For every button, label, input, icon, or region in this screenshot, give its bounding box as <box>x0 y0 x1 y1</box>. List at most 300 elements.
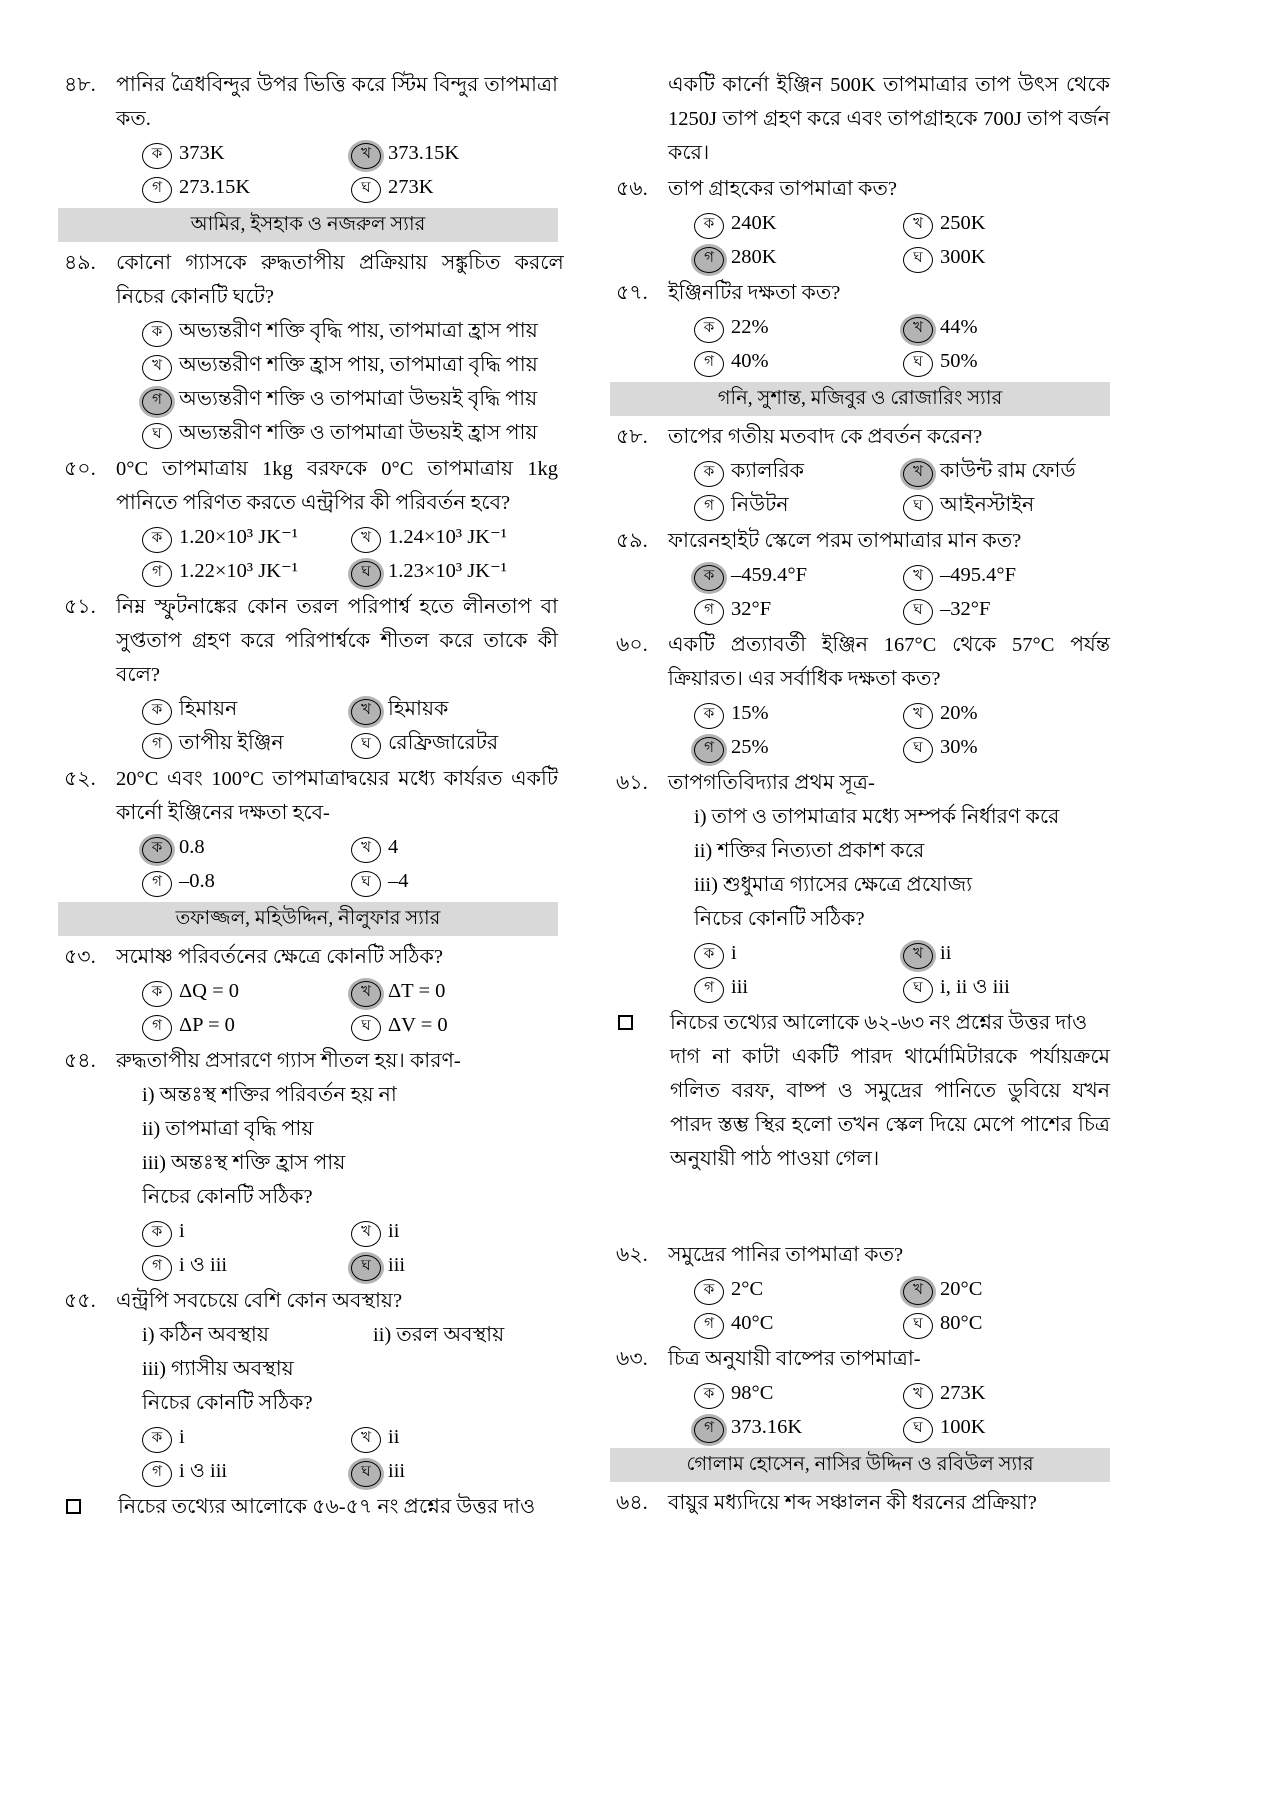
option-label: i, ii ও iii <box>940 976 1010 998</box>
question-block <box>610 1238 1110 1340</box>
option-খ[interactable] <box>337 1420 558 1454</box>
question-text: নিম্ন স্ফুটনাঙ্কের কোন তরল পরিপার্শ্ব হতে লীনতাপ বা সুপ্ততাপ গ্রহণ করে পরিপার্শ্বকে শীতল করে তাকে কী বলে? <box>116 596 558 686</box>
option-ঘ[interactable] <box>889 240 1110 274</box>
option-key-glyph-icon: খ <box>903 317 933 343</box>
question-text: পানির ত্রৈধবিন্দুর উপর ভিত্তি করে স্টিম বিন্দুর তাপমাত্রা কত. <box>116 74 558 130</box>
option-key-glyph-icon: ঘ <box>351 733 381 759</box>
option-ঘ[interactable] <box>889 970 1110 1004</box>
option-key-glyph-icon: গ <box>142 561 172 587</box>
options-list <box>116 692 558 760</box>
option-row <box>116 1214 558 1248</box>
option-গ[interactable] <box>668 488 889 522</box>
option-খ[interactable] <box>889 310 1110 344</box>
option-label: 1.23×10³ JK⁻¹ <box>388 560 507 582</box>
question-number: ৫৩. <box>64 946 96 968</box>
option-label: 15% <box>731 702 769 724</box>
option-row <box>116 520 558 554</box>
options-list <box>116 1420 558 1488</box>
option-খ[interactable] <box>889 696 1110 730</box>
question-body <box>668 524 1110 626</box>
question-number: ৫৪. <box>64 1050 96 1072</box>
option-ক[interactable] <box>116 136 337 170</box>
question-text: রুদ্ধতাপীয় প্রসারণে গ্যাস শীতল হয়। কারণ- <box>116 1050 461 1072</box>
option-label: –4 <box>388 870 409 892</box>
question-body <box>116 1284 558 1488</box>
option-row <box>668 1376 1110 1410</box>
option-key-glyph-icon: ক <box>142 143 172 169</box>
question-number: ৫৬. <box>616 178 648 200</box>
option-row <box>116 1420 558 1454</box>
option-row <box>668 696 1110 730</box>
question-body <box>668 276 1110 378</box>
option-label: রেফ্রিজারেটর <box>388 732 499 754</box>
question-body <box>668 1342 1110 1444</box>
option-row <box>116 314 564 348</box>
teacher-band: গোলাম হোসেন, নাসির উদ্দিন ও রবিউল স্যার <box>610 1448 1110 1482</box>
option-ঘ[interactable] <box>337 170 558 204</box>
option-row <box>668 454 1110 488</box>
option-label: 32°F <box>731 598 772 620</box>
option-key-glyph-icon: গ <box>142 1255 172 1281</box>
question-block <box>610 276 1110 378</box>
passage-continuation <box>610 68 1110 170</box>
option-label: নিউটন <box>731 494 789 516</box>
option-label: 1.24×10³ JK⁻¹ <box>388 526 507 548</box>
option-label: 273K <box>388 176 434 198</box>
question-text: 20°C এবং 100°C তাপমাত্রাদ্বয়ের মধ্যে কার্যরত একটি কার্নো ইঞ্জিনের দক্ষতা হবে- <box>116 768 558 824</box>
statement: iii) গ্যাসীয় অবস্থায় <box>142 1358 294 1380</box>
option-খ[interactable] <box>337 136 558 170</box>
statement: ii) তাপমাত্রা বৃদ্ধি পায় <box>142 1118 314 1140</box>
question-body <box>116 1044 558 1282</box>
option-label: অভ্যন্তরীণ শক্তি ও তাপমাত্রা উভয়ই বৃদ্ধি পায় <box>179 388 538 410</box>
option-ক[interactable] <box>116 314 538 348</box>
option-key-glyph-icon: ঘ <box>903 737 933 763</box>
statement: i) তাপ ও তাপমাত্রার মধ্যে সম্পর্ক নির্ধারণ করে <box>694 806 1060 828</box>
question-body <box>668 1486 1110 1520</box>
option-গ[interactable] <box>116 1008 337 1042</box>
question-text: এন্ট্রপি সবচেয়ে বেশি কোন অবস্থায়? <box>116 1290 403 1312</box>
option-ক[interactable] <box>116 1214 337 1248</box>
option-গ[interactable] <box>116 382 537 416</box>
option-label: i ও iii <box>179 1254 228 1276</box>
question-block <box>610 1486 1110 1520</box>
passage-continuation-body <box>668 68 1110 170</box>
option-key-glyph-icon: ক <box>142 321 172 347</box>
option-গ[interactable] <box>668 1306 889 1340</box>
option-ক[interactable] <box>116 520 337 554</box>
option-key-glyph-icon: গ <box>142 177 172 203</box>
option-row <box>668 488 1110 522</box>
question-number: ৬৪. <box>616 1492 648 1514</box>
option-label: –32°F <box>940 598 991 620</box>
option-ক[interactable] <box>668 310 889 344</box>
option-key-glyph-icon: খ <box>903 1279 933 1305</box>
follow-up-text: নিচের কোনটি সঠিক? <box>694 908 865 930</box>
option-খ[interactable] <box>889 936 1110 970</box>
option-label: ii <box>388 1426 400 1448</box>
option-গ[interactable] <box>668 1410 889 1444</box>
option-key-glyph-icon: খ <box>903 461 933 487</box>
question-block <box>58 590 558 760</box>
option-row <box>668 1306 1110 1340</box>
question-text: তাপগতিবিদ্যার প্রথম সূত্র- <box>668 772 875 794</box>
question-body <box>668 766 1110 1004</box>
option-খ[interactable] <box>889 454 1110 488</box>
question-block <box>610 420 1110 522</box>
option-key-glyph-icon: ক <box>142 699 172 725</box>
question-block <box>58 68 558 204</box>
option-খ[interactable] <box>337 692 558 726</box>
option-key-glyph-icon: গ <box>142 1461 172 1487</box>
question-number: ৬০. <box>616 634 648 656</box>
question-number: ৪৮. <box>64 74 96 96</box>
question-body <box>116 246 564 450</box>
question-block <box>58 452 558 588</box>
teacher-band: গনি, সুশান্ত, মজিবুর ও রোজারিং স্যার <box>610 382 1110 416</box>
option-ক[interactable] <box>668 1272 889 1306</box>
question-body <box>116 762 558 898</box>
question-text: একটি প্রত্যাবর্তী ইঞ্জিন 167°C থেকে 57°C পর্যন্ত ক্রিয়ারত। এর সর্বাধিক দক্ষতা কত? <box>668 634 1110 690</box>
options-list <box>668 936 1110 1004</box>
option-খ[interactable] <box>116 348 538 382</box>
option-row <box>668 970 1110 1004</box>
option-key-glyph-icon: ক <box>142 527 172 553</box>
option-ক[interactable] <box>668 696 889 730</box>
option-label: –459.4°F <box>731 564 807 586</box>
option-ঘ[interactable] <box>337 1008 558 1042</box>
option-label: 80°C <box>940 1312 983 1334</box>
option-ক[interactable] <box>668 454 889 488</box>
options-list <box>116 136 558 204</box>
statement: i) কঠিন অবস্থায় <box>142 1324 269 1346</box>
option-key-glyph-icon: ক <box>694 213 724 239</box>
option-row <box>116 1008 558 1042</box>
square-bullet-glyph-icon <box>66 1499 81 1514</box>
question-block <box>610 524 1110 626</box>
question-number: ৪৯. <box>64 252 96 274</box>
option-খ[interactable] <box>337 830 558 864</box>
option-গ[interactable] <box>116 554 337 588</box>
option-খ[interactable] <box>337 520 558 554</box>
option-key-glyph-icon: ক <box>142 837 172 863</box>
question-block <box>610 1342 1110 1444</box>
option-row <box>668 1410 1110 1444</box>
option-গ[interactable] <box>668 344 889 378</box>
statement: iii) অন্তঃস্থ শক্তি হ্রাস পায় <box>142 1152 346 1174</box>
question-block <box>610 628 1110 764</box>
option-key-glyph-icon: ঘ <box>903 977 933 1003</box>
option-label: ii <box>940 942 952 964</box>
option-label: 20°C <box>940 1278 983 1300</box>
option-label: হিমায়ন <box>179 698 238 720</box>
option-row <box>668 558 1110 592</box>
option-খ[interactable] <box>889 1376 1110 1410</box>
option-key-glyph-icon: গ <box>694 977 724 1003</box>
option-key-glyph-icon: ঘ <box>351 1255 381 1281</box>
option-ঘ[interactable] <box>889 344 1110 378</box>
option-গ[interactable] <box>116 1248 337 1282</box>
option-ঘ[interactable] <box>889 730 1110 764</box>
option-ক[interactable] <box>116 830 337 864</box>
option-key-glyph-icon: খ <box>142 355 172 381</box>
options-list <box>668 310 1110 378</box>
option-key-glyph-icon: ক <box>142 1221 172 1247</box>
figure-placeholder <box>610 1176 1110 1238</box>
option-key-glyph-icon: খ <box>351 981 381 1007</box>
options-list <box>116 520 558 588</box>
option-key-glyph-icon: ক <box>694 461 724 487</box>
option-label: 1.20×10³ JK⁻¹ <box>179 526 298 548</box>
option-key-glyph-icon: ঘ <box>351 561 381 587</box>
option-label: 1.22×10³ JK⁻¹ <box>179 560 298 582</box>
option-label: ii <box>388 1220 400 1242</box>
option-label: iii <box>731 976 749 998</box>
question-block <box>58 246 564 450</box>
option-label: ΔP = 0 <box>179 1014 235 1036</box>
option-key-glyph-icon: ঘ <box>351 177 381 203</box>
question-body <box>668 1238 1110 1340</box>
question-body <box>668 172 1110 274</box>
options-list <box>668 1376 1110 1444</box>
option-key-glyph-icon: খ <box>351 527 381 553</box>
option-ক[interactable] <box>116 692 337 726</box>
option-label: i ও iii <box>179 1460 228 1482</box>
option-খ[interactable] <box>889 1272 1110 1306</box>
option-key-glyph-icon: গ <box>694 737 724 763</box>
options-list <box>116 830 558 898</box>
option-row <box>116 416 564 450</box>
option-label: হিমায়ক <box>388 698 449 720</box>
option-label: 273K <box>940 1382 986 1404</box>
option-row <box>116 170 558 204</box>
option-key-glyph-icon: ঘ <box>351 1015 381 1041</box>
option-row <box>116 1454 558 1488</box>
option-row <box>116 348 564 382</box>
option-ঘ[interactable] <box>337 1454 558 1488</box>
option-label: 40°C <box>731 1312 774 1334</box>
question-text: বায়ুর মধ্যদিয়ে শব্দ সঞ্চালন কী ধরনের প্রক্রিয়া? <box>668 1492 1037 1514</box>
left-column <box>58 68 564 1769</box>
question-body <box>668 628 1110 764</box>
option-গ[interactable] <box>116 864 337 898</box>
option-label: 25% <box>731 736 769 758</box>
option-ঘ[interactable] <box>116 416 538 450</box>
option-খ[interactable] <box>337 1214 558 1248</box>
question-number: ৫২. <box>64 768 96 790</box>
option-label: i <box>179 1426 185 1448</box>
option-row <box>116 692 558 726</box>
option-খ[interactable] <box>337 974 558 1008</box>
option-label: 50% <box>940 350 978 372</box>
question-body <box>116 940 558 1042</box>
option-row <box>116 974 558 1008</box>
option-label: 44% <box>940 316 978 338</box>
option-key-glyph-icon: গ <box>694 247 724 273</box>
option-key-glyph-icon: খ <box>903 1383 933 1409</box>
option-key-glyph-icon: ঘ <box>351 871 381 897</box>
options-list <box>668 1272 1110 1340</box>
option-label: 20% <box>940 702 978 724</box>
option-label: 98°C <box>731 1382 774 1404</box>
option-key-glyph-icon: খ <box>351 837 381 863</box>
option-label: 0.8 <box>179 836 205 858</box>
option-row <box>116 554 558 588</box>
option-ঘ[interactable] <box>889 1410 1110 1444</box>
option-ক[interactable] <box>668 936 889 970</box>
passage-continuation-text: একটি কার্নো ইঞ্জিন 500K তাপমাত্রার তাপ উৎস থেকে 1250J তাপ গ্রহণ করে এবং তাপগ্রাহকে 700J তাপ বর্জন করে। <box>668 74 1110 164</box>
option-label: কাউন্ট রাম ফোর্ড <box>940 460 1076 482</box>
question-number: ৬৩. <box>616 1348 648 1370</box>
question-number: ৫৮. <box>616 426 648 448</box>
option-row <box>116 382 564 416</box>
option-key-glyph-icon: ক <box>694 317 724 343</box>
question-body <box>668 420 1110 522</box>
question-text: তাপের গতীয় মতবাদ কে প্রবর্তন করেন? <box>668 426 983 448</box>
question-number: ৬২. <box>616 1244 648 1266</box>
option-label: 280K <box>731 246 777 268</box>
option-label: ক্যালরিক <box>731 460 804 482</box>
question-number: ৫০. <box>64 458 96 480</box>
option-row <box>668 730 1110 764</box>
option-key-glyph-icon: গ <box>694 1313 724 1339</box>
option-row <box>668 936 1110 970</box>
option-label: ΔQ = 0 <box>179 980 240 1002</box>
option-label: 373.16K <box>731 1416 803 1438</box>
question-text: তাপ গ্রাহকের তাপমাত্রা কত? <box>668 178 897 200</box>
option-key-glyph-icon: খ <box>903 703 933 729</box>
square-bullet-glyph-icon <box>618 1015 633 1030</box>
option-ক[interactable] <box>116 974 337 1008</box>
question-text: ফারেনহাইট স্কেলে পরম তাপমাত্রার মান কত? <box>668 530 1022 552</box>
question-block <box>58 940 558 1042</box>
option-label: i <box>731 942 737 964</box>
question-number: ৫৫. <box>64 1290 96 1312</box>
option-গ[interactable] <box>668 240 889 274</box>
option-key-glyph-icon: ঘ <box>903 599 933 625</box>
option-গ[interactable] <box>116 170 337 204</box>
option-key-glyph-icon: গ <box>694 599 724 625</box>
option-label: 273.15K <box>179 176 251 198</box>
option-key-glyph-icon: গ <box>142 1015 172 1041</box>
question-text: কোনো গ্যাসকে রুদ্ধতাপীয় প্রক্রিয়ায় সঙ্কুচিত করলে নিচের কোনটি ঘটে? <box>116 252 564 308</box>
option-label: অভ্যন্তরীণ শক্তি হ্রাস পায়, তাপমাত্রা বৃদ্ধি পায় <box>179 354 538 376</box>
teacher-band: আমির, ইসহাক ও নজরুল স্যার <box>58 208 558 242</box>
option-label: 22% <box>731 316 769 338</box>
option-ক[interactable] <box>116 1420 337 1454</box>
option-label: iii <box>388 1254 406 1276</box>
option-label: আইনস্টাইন <box>940 494 1035 516</box>
option-row <box>116 1248 558 1282</box>
question-block <box>610 172 1110 274</box>
option-key-glyph-icon: ক <box>142 1427 172 1453</box>
option-row <box>668 310 1110 344</box>
options-list <box>668 558 1110 626</box>
option-label: 373.15K <box>388 142 460 164</box>
option-ক[interactable] <box>668 1376 889 1410</box>
option-key-glyph-icon: ঘ <box>351 1461 381 1487</box>
option-label: 2°C <box>731 1278 764 1300</box>
option-label: অভ্যন্তরীণ শক্তি বৃদ্ধি পায়, তাপমাত্রা হ্রাস পায় <box>179 320 538 342</box>
statement: iii) শুধুমাত্র গ্যাসের ক্ষেত্রে প্রযোজ্য <box>694 874 973 896</box>
option-row <box>668 206 1110 240</box>
passage-intro <box>610 1006 1110 1176</box>
option-key-glyph-icon: ক <box>142 981 172 1007</box>
option-key-glyph-icon: গ <box>694 495 724 521</box>
passage-body <box>670 1006 1110 1176</box>
square-bullet-icon <box>58 1490 118 1519</box>
option-গ[interactable] <box>668 730 889 764</box>
question-block <box>58 1044 558 1282</box>
option-row <box>116 136 558 170</box>
option-key-glyph-icon: ক <box>694 943 724 969</box>
teacher-band: তফাজ্জল, মহিউদ্দিন, নীলুফার স্যার <box>58 902 558 936</box>
question-text: 0°C তাপমাত্রায় 1kg বরফকে 0°C তাপমাত্রায় 1kg পানিতে পরিণত করতে এন্ট্রপির কী পরিবর্তন হবে? <box>116 458 558 514</box>
option-ঘ[interactable] <box>889 488 1110 522</box>
option-key-glyph-icon: গ <box>694 1417 724 1443</box>
question-block <box>610 766 1110 1004</box>
option-ঘ[interactable] <box>889 592 1110 626</box>
statement: ii) তরল অবস্থায় <box>373 1324 505 1346</box>
question-block <box>58 1284 558 1488</box>
question-body <box>116 590 558 760</box>
option-row <box>668 1272 1110 1306</box>
passage-intro-text: নিচের তথ্যের আলোকে ৬২-৬৩ নং প্রশ্নের উত্তর দাও <box>670 1012 1088 1034</box>
options-list <box>668 454 1110 522</box>
follow-up-text: নিচের কোনটি সঠিক? <box>142 1186 313 1208</box>
question-body <box>116 452 558 588</box>
option-label: 250K <box>940 212 986 234</box>
option-গ[interactable] <box>116 1454 337 1488</box>
option-key-glyph-icon: ক <box>694 565 724 591</box>
option-key-glyph-icon: ঘ <box>142 423 172 449</box>
options-list <box>116 1214 558 1282</box>
passage-intro-text: নিচের তথ্যের আলোকে ৫৬-৫৭ নং প্রশ্নের উত্তর দাও <box>118 1496 536 1518</box>
option-row <box>116 726 558 760</box>
option-row <box>668 240 1110 274</box>
option-ক[interactable] <box>668 206 889 240</box>
statement: i) অন্তঃস্থ শক্তির পরিবর্তন হয় না <box>142 1084 397 1106</box>
option-ঘ[interactable] <box>337 726 558 760</box>
option-key-glyph-icon: ক <box>694 1383 724 1409</box>
option-row <box>116 864 558 898</box>
option-খ[interactable] <box>889 558 1110 592</box>
option-ঘ[interactable] <box>337 554 558 588</box>
statement-row <box>116 1318 558 1352</box>
option-গ[interactable] <box>116 726 337 760</box>
option-ঘ[interactable] <box>889 1306 1110 1340</box>
option-label: ΔT = 0 <box>388 980 446 1002</box>
option-গ[interactable] <box>668 970 889 1004</box>
question-number: ৬১. <box>616 772 648 794</box>
option-label: 100K <box>940 1416 986 1438</box>
option-key-glyph-icon: খ <box>351 1427 381 1453</box>
option-label: তাপীয় ইঞ্জিন <box>179 732 284 754</box>
option-key-glyph-icon: খ <box>903 213 933 239</box>
option-key-glyph-icon: ঘ <box>903 495 933 521</box>
option-key-glyph-icon: ঘ <box>903 1313 933 1339</box>
options-list <box>668 696 1110 764</box>
option-ক[interactable] <box>668 558 889 592</box>
option-ঘ[interactable] <box>337 1248 558 1282</box>
question-text: চিত্র অনুযায়ী বাষ্পের তাপমাত্রা- <box>668 1348 921 1370</box>
option-key-glyph-icon: গ <box>142 733 172 759</box>
option-ঘ[interactable] <box>337 864 558 898</box>
option-গ[interactable] <box>668 592 889 626</box>
option-label: 40% <box>731 350 769 372</box>
option-key-glyph-icon: খ <box>903 943 933 969</box>
option-খ[interactable] <box>889 206 1110 240</box>
